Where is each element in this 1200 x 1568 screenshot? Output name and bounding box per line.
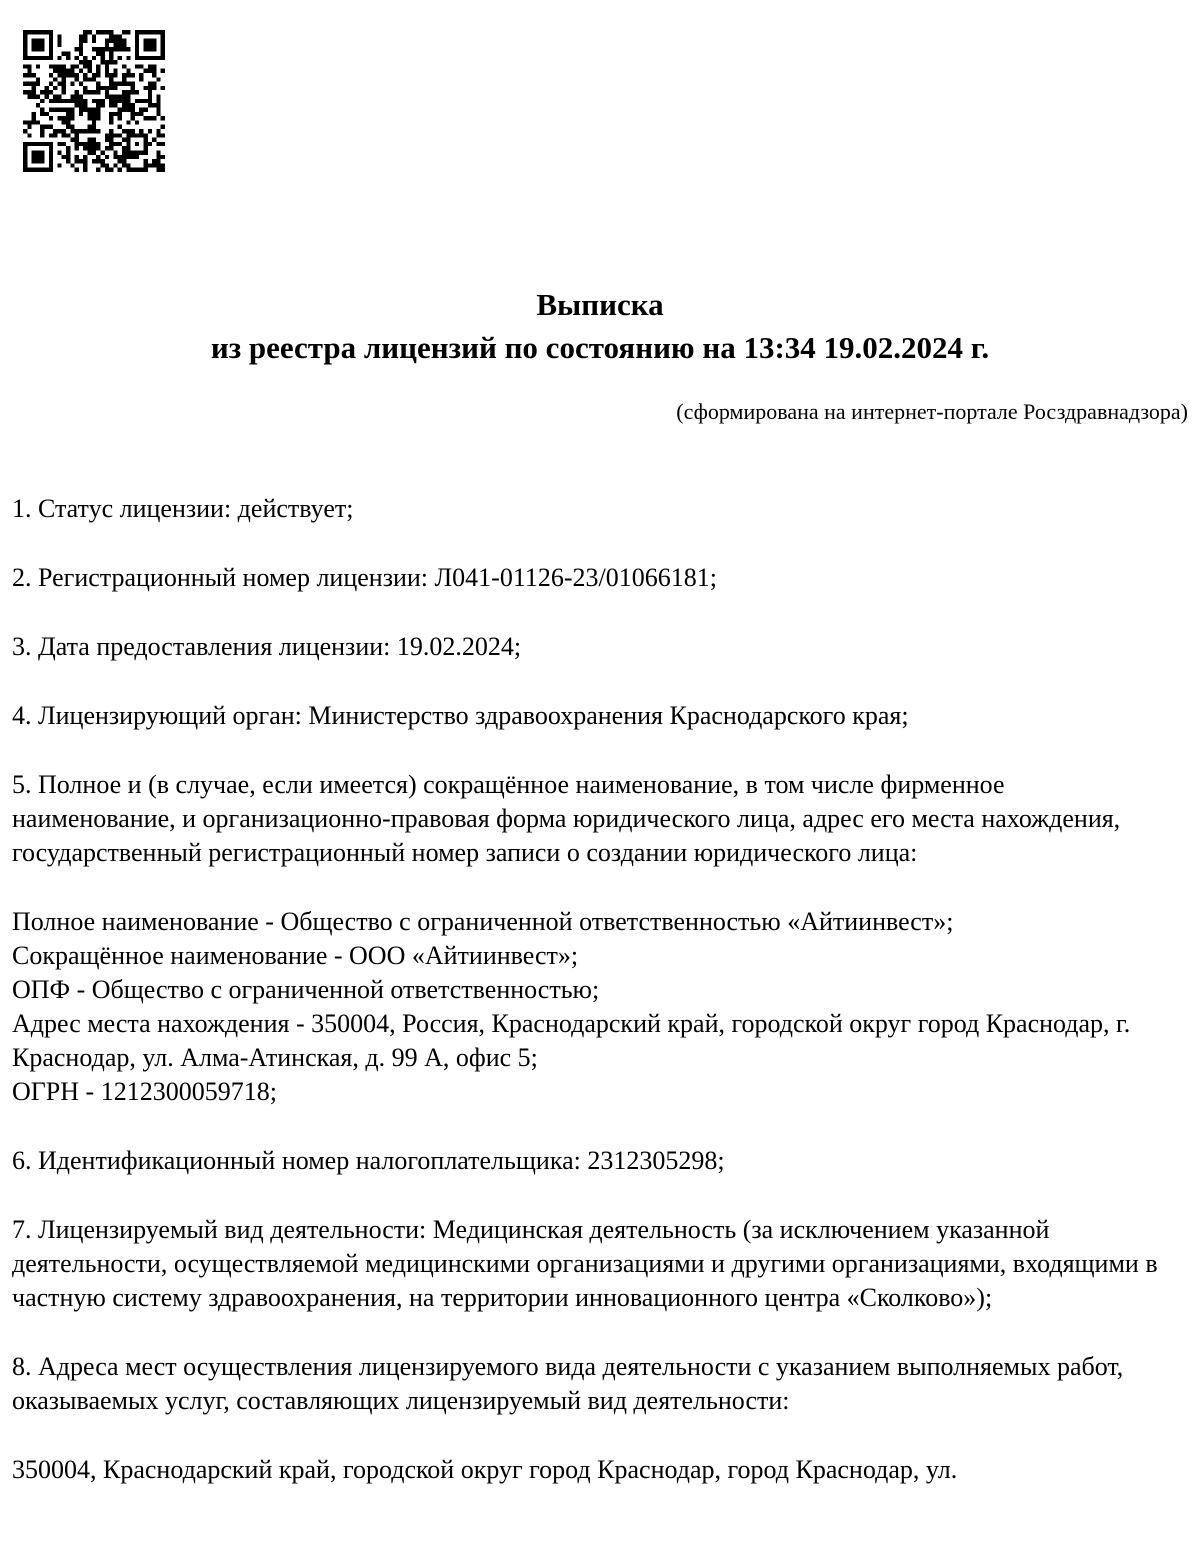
generation-note: (сформирована на интернет-портале Росздравнадзора) <box>676 399 1188 424</box>
qr-code-image <box>23 30 165 172</box>
paragraph-addresses-intro: 8. Адреса мест осуществления лицензируемого вида деятельности с указанием выполняемых работ, оказываемых услуг, составляющих лицензируемый вид деятельности: <box>12 1352 1124 1415</box>
paragraph-grant-date: 3. Дата предоставления лицензии: 19.02.2024; <box>12 632 522 661</box>
paragraph-inn: 6. Идентификационный номер налогоплательщика: 2312305298; <box>12 1146 725 1175</box>
requisite-opf: ОПФ - Общество с ограниченной ответственностью; <box>12 975 600 1004</box>
organization-requisites <box>12 905 1162 1109</box>
document-title-line2: из реестра лицензий по состоянию на 13:34 19.02.2024 г. <box>210 330 990 365</box>
paragraph-license-status: 1. Статус лицензии: действует; <box>12 494 354 523</box>
qr-code <box>23 30 165 172</box>
requisite-ogrn: ОГРН - 1212300059718; <box>12 1077 277 1106</box>
document-title <box>0 283 1200 369</box>
paragraph-activity-address: 350004, Краснодарский край, городской округ город Краснодар, город Краснодар, ул. <box>12 1455 958 1484</box>
requisite-address: Адрес места нахождения - 350004, Россия, Краснодарский край, городской округ город Краснодар, г. Краснодар, ул. Алма-Атинская, д. 99 А, офис 5; <box>12 1009 1131 1072</box>
paragraph-licensing-authority: 4. Лицензирующий орган: Министерство здравоохранения Краснодарского края; <box>12 701 909 730</box>
paragraph-licensed-activity: 7. Лицензируемый вид деятельности: Медицинская деятельность (за исключением указанной деятельности, осуществляемой медицинскими организациями и другими организациями, входящими в частную систему здравоохранения, на территории инновационного центра «Сколково»); <box>12 1215 1158 1312</box>
paragraph-names-intro: 5. Полное и (в случае, если имеется) сокращённое наименование, в том числе фирменное наименование, и организационно-правовая форма юридического лица, адрес его места нахождения, государственный регистрационный номер записи о создании юридического лица: <box>12 770 1121 867</box>
requisite-short-name: Сокращённое наименование - ООО «Айтиинвест»; <box>12 941 579 970</box>
document-title-line1: Выписка <box>536 287 664 322</box>
document-body <box>12 492 1162 1522</box>
paragraph-registration-number: 2. Регистрационный номер лицензии: Л041-01126-23/01066181; <box>12 563 717 592</box>
requisite-full-name: Полное наименование - Общество с ограниченной ответственностью «Айтиинвест»; <box>12 907 954 936</box>
